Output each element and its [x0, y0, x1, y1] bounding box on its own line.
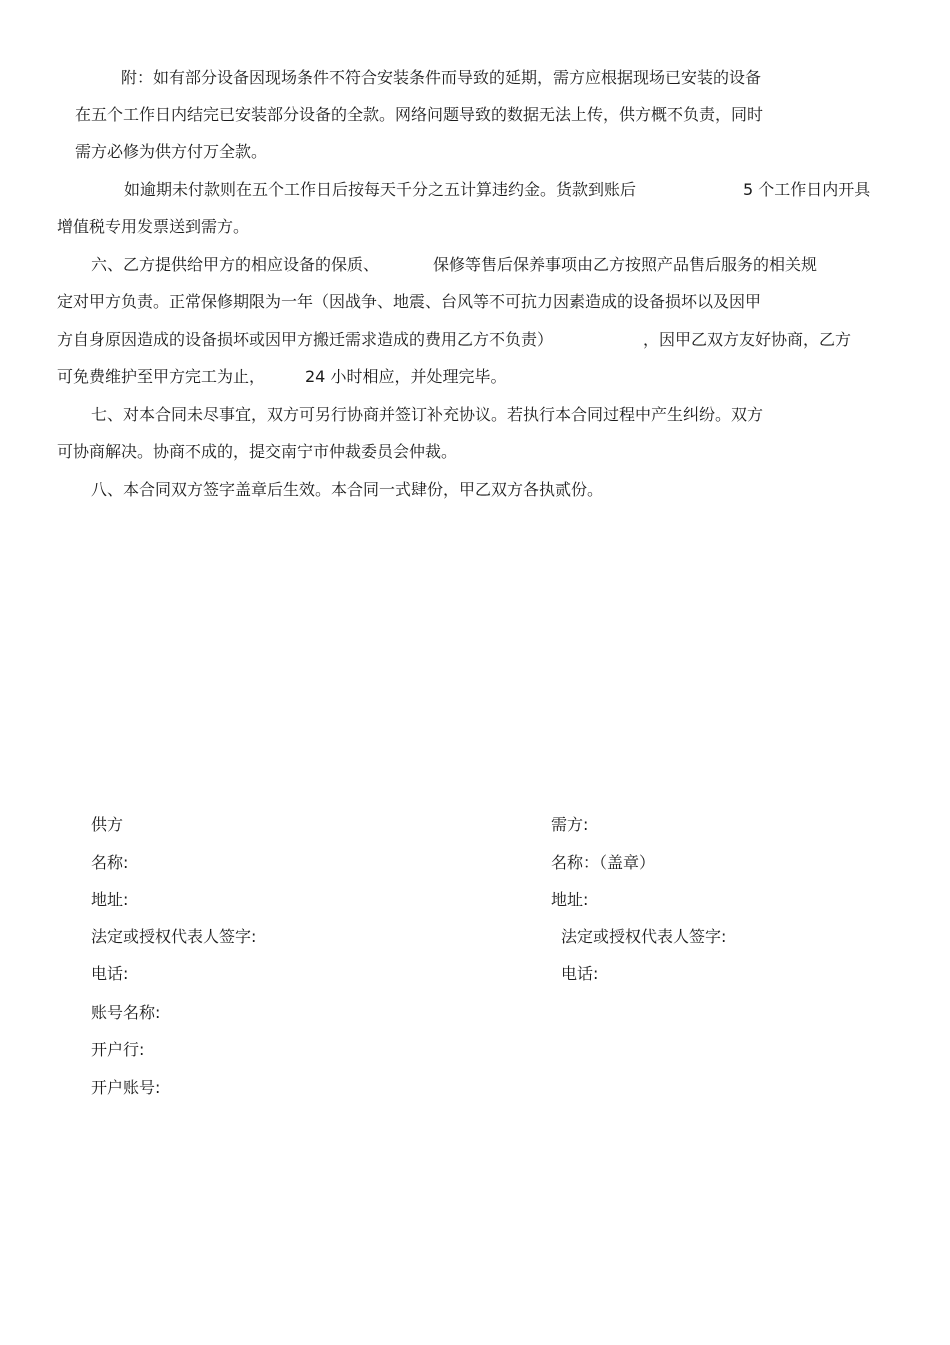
supplier-representative-label: 法定或授权代表人签字:: [91, 927, 257, 946]
clause-seven-line-2: 可协商解决。协商不成的，提交南宁市仲裁委员会仲裁。: [57, 442, 458, 461]
overdue-line-1-tail: 5 个工作日内开具: [743, 180, 871, 199]
buyer-address-label: 地址:: [551, 890, 589, 909]
overdue-line-2: 增值税专用发票送到需方。: [57, 217, 250, 236]
supplier-name-label: 名称:: [91, 853, 129, 872]
appendix-line-3: 需方必修为供方付万全款。: [75, 142, 268, 161]
clause-six-line-2: 定对甲方负责。正常保修期限为一年（因战争、地震、台风等不可抗力因素造成的设备损坏以及因甲: [57, 292, 762, 311]
clause-six-line-1a: 六、乙方提供给甲方的相应设备的保质、: [91, 255, 380, 274]
supplier-address-label: 地址:: [91, 890, 129, 909]
clause-six-line-1b: 保修等售后保养事项由乙方按照产品售后服务的相关规: [433, 255, 818, 274]
clause-six-line-3b: ，因甲乙双方友好协商，乙方: [643, 330, 852, 349]
clause-seven-line-1: 七、对本合同未尽事宜，双方可另行协商并签订补充协议。若执行本合同过程中产生纠纷。双方: [91, 405, 764, 424]
supplier-bank-label: 开户行:: [91, 1040, 145, 1059]
supplier-heading: 供方: [91, 815, 124, 834]
appendix-line-1: 附：如有部分设备因现场条件不符合安装条件而导致的延期，需方应根据现场已安装的设备: [121, 68, 762, 87]
buyer-phone-label: 电话:: [561, 964, 599, 983]
overdue-line-1: 如逾期未付款则在五个工作日后按每天千分之五计算违约金。货款到账后: [124, 180, 637, 199]
buyer-representative-label: 法定或授权代表人签字:: [561, 927, 727, 946]
clause-six-line-4b: 24 小时相应，并处理完毕。: [305, 367, 507, 386]
buyer-heading: 需方:: [551, 815, 589, 834]
clause-six-line-4a: 可免费维护至甲方完工为止，: [57, 367, 266, 386]
buyer-name-label: 名称：（盖章）: [551, 853, 656, 872]
clause-eight-line-1: 八、本合同双方签字盖章后生效。本合同一式肆份，甲乙双方各执贰份。: [91, 480, 604, 499]
appendix-line-2: 在五个工作日内结完已安装部分设备的全款。网络问题导致的数据无法上传，供方概不负责，同时: [75, 105, 764, 124]
supplier-phone-label: 电话:: [91, 964, 129, 983]
clause-six-line-3a: 方自身原因造成的设备损坏或因甲方搬迁需求造成的费用乙方不负责）: [57, 330, 554, 349]
supplier-account-number-label: 开户账号:: [91, 1078, 161, 1097]
supplier-account-name-label: 账号名称:: [91, 1003, 161, 1022]
